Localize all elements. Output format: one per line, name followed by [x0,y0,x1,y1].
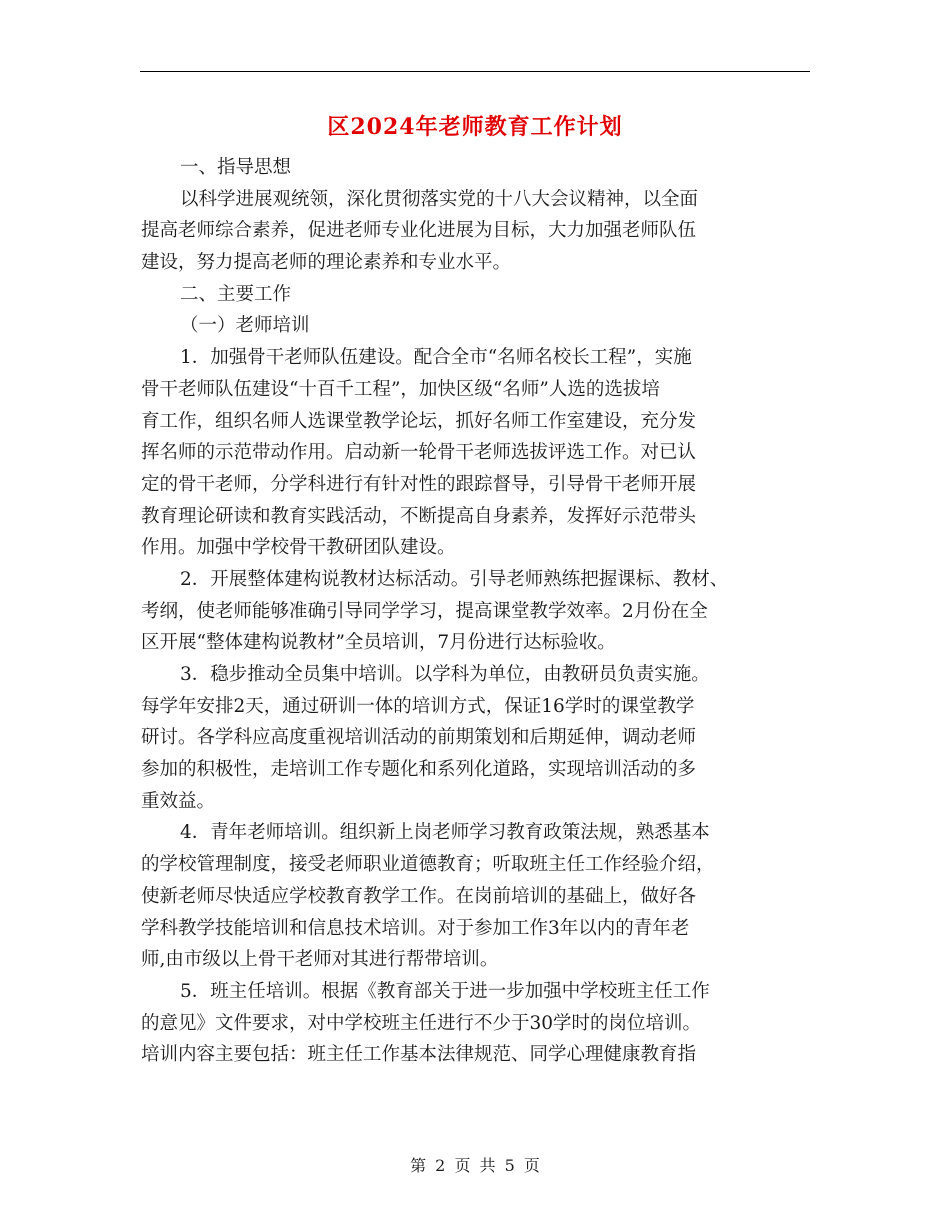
header-rule [140,71,810,72]
body-line: 教育理论研读和教育实践活动，不断提高自身素养，发挥好示范带头 [141,505,697,527]
document-title: 区2024年老师教育工作计划 [327,114,623,140]
body-line: 学科教学技能培训和信息技术培训。对于参加工作3年以内的青年老 [141,917,690,939]
body-line: 的学校管理制度，接受老师职业道德教育；听取班主任工作经验介绍， [141,854,715,876]
body-line: 骨干老师队伍建设“十百千工程”，加快区级“名师”人选的选拔培 [141,378,660,400]
body-line: 培训内容主要包括：班主任工作基本法律规范、同学心理健康教育指 [141,1044,697,1066]
body-line: 一、指导思想 [180,157,292,178]
body-line: 参加的积极性，走培训工作专题化和系列化道路，实现培训活动的多 [141,759,697,781]
body-line: 4．青年老师培训。组织新上岗老师学习教育政策法规，熟悉基本 [180,822,710,844]
body-line: 5．班主任培训。根据《教育部关于进一步加强中学校班主任工作 [180,980,710,1002]
body-line: 2．开展整体建构说教材达标活动。引导老师熟练把握课标、教材、 [180,568,729,590]
body-line: 师,由市级以上骨干老师对其进行帮带培训。 [141,949,499,971]
body-line: 3．稳步推动全员集中培训。以学科为单位，由教研员负责实施。 [180,664,710,685]
body-line: 1．加强骨干老师队伍建设。配合全市“名师名校长工程”，实施 [180,347,692,369]
body-line: 重效益。 [141,790,216,812]
page-footer: 第 2 页 共 5 页 [410,1156,540,1175]
body-line: 定的骨干老师，分学科进行有针对性的跟踪督导，引导骨干老师开展 [141,473,697,495]
body-line: 建设，努力提高老师的理论素养和专业水平。 [141,252,512,274]
document-body [141,152,811,1071]
body-line: 使新老师尽快适应学校教育教学工作。在岗前培训的基础上，做好各 [141,885,697,907]
body-line: 研讨。各学科应高度重视培训活动的前期策划和后期延伸，调动老师 [141,727,697,749]
body-line: 提高老师综合素养，促进老师专业化进展为目标，大力加强老师队伍 [141,220,697,242]
body-line: 每学年安排2天，通过研训一体的培训方式，保证16学时的课堂教学 [141,695,695,717]
body-line: 二、主要工作 [180,283,292,305]
body-line: 考纲，使老师能够准确引导同学学习，提高课堂教学效率。2月份在全 [141,600,708,622]
body-line: 作用。加强中学校骨干教研团队建设。 [141,537,456,559]
body-line: 区开展“整体建构说教材”全员培训，7月份进行达标验收。 [141,632,616,654]
body-line: 以科学进展观统领，深化贯彻落实党的十八大会议精神，以全面 [180,188,699,210]
body-line: 育工作，组织名师人选课堂教学论坛，抓好名师工作室建设，充分发 [141,410,697,432]
body-line: 的意见》文件要求，对中学校班主任进行不少于30学时的岗位培训。 [141,1012,702,1034]
body-line: （一）老师培训 [180,315,310,337]
body-line: 挥名师的示范带动作用。启动新一轮骨干老师选拔评选工作。对已认 [141,442,697,464]
